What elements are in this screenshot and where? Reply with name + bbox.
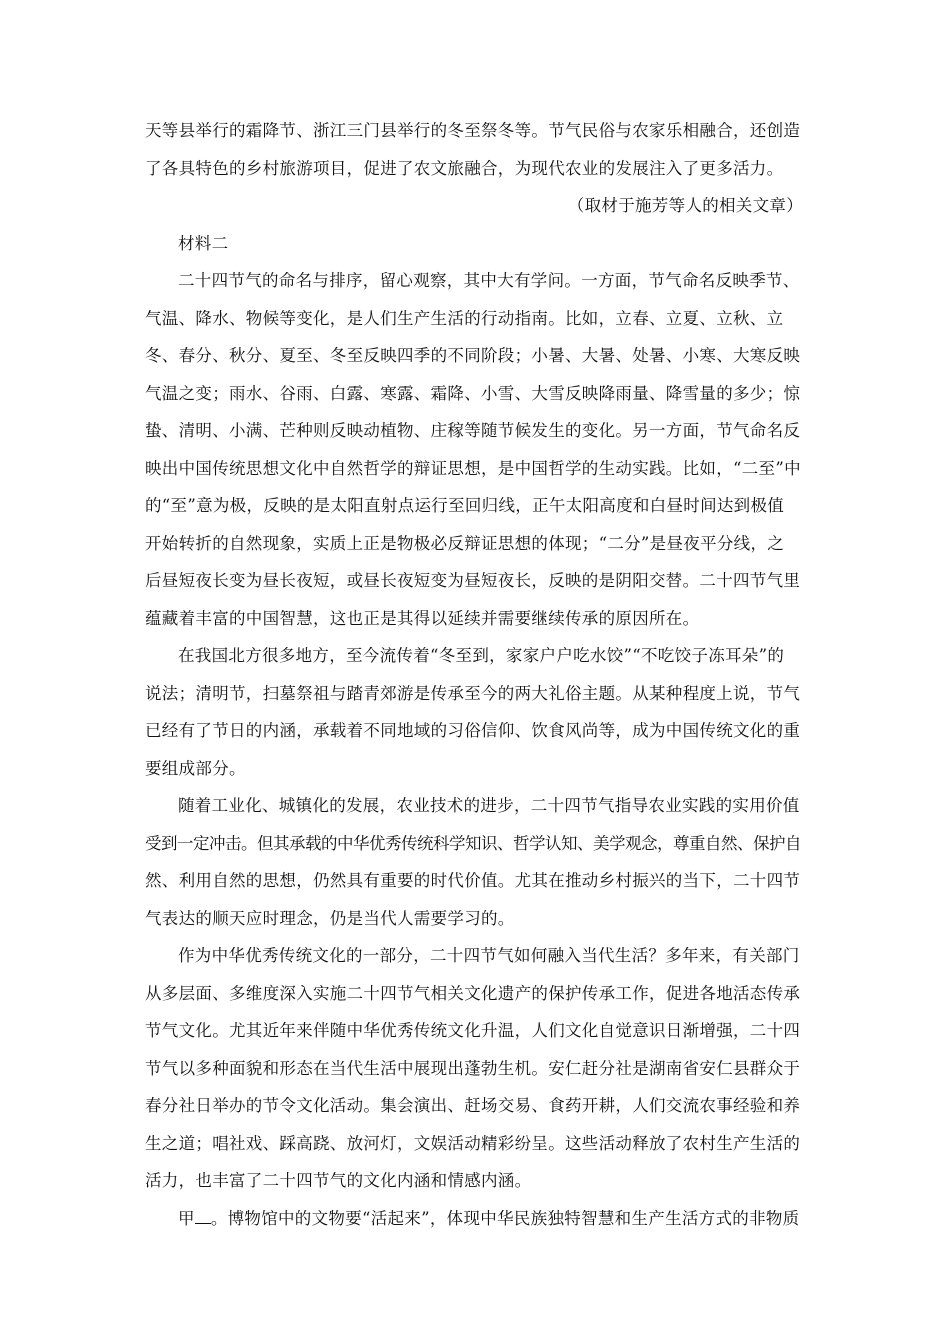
text-line: 要组成部分。 (145, 758, 246, 778)
text-line: 活力，也丰富了二十四节气的文化内涵和情感内涵。 (145, 1171, 532, 1190)
text-line: 节气以多种面貌和形态在当代生活中展现出蓬勃生机。安仁赶分社是湖南省安仁县群众于 (145, 1058, 801, 1078)
paragraph-1 (145, 112, 807, 187)
text-line: 气温之变；雨水、谷雨、白露、寒露、霜降、小雪、大雪反映降雨量、降雪量的多少；惊 (145, 383, 801, 403)
text-line: 生之道；唱社戏、踩高跷、放河灯，文娱活动精彩纷呈。这些活动释放了农村生产生活的 (145, 1133, 801, 1153)
text-line: 了各具特色的乡村旅游项目，促进了农文旅融合，为现代农业的发展注入了更多活力。 (145, 158, 784, 178)
text-line: 在我国北方很多地方，至今流传着“冬至到，家家户户吃水饺”“不吃饺子冻耳朵”的 (178, 646, 785, 665)
line-text: 。博物馆中的文物要“活起来”，体现中华民族独特智慧和生产生活方式的非物质 (210, 1208, 800, 1228)
section-heading: 材料二 (178, 233, 229, 253)
source-citation: （取材于施芳等人的相关文章） (567, 196, 803, 215)
text-line: 气表达的顺天应时理念，仍是当代人需要学习的。 (145, 908, 515, 928)
text-line: 从多层面、多维度深入实施二十四节气相关文化遗产的保护传承工作，促进各地活态传承 (145, 983, 801, 1003)
text-line: 然、利用自然的思想，仍然具有重要的时代价值。尤其在推动乡村振兴的当下，二十四节 (145, 871, 801, 890)
paragraph-4 (145, 787, 807, 937)
paragraph-2 (145, 262, 807, 637)
text-line: 节气文化。尤其近年来伴随中华优秀传统文化升温，人们文化自觉意识日渐增强，二十四 (145, 1021, 801, 1040)
text-line: 受到一定冲击。但其承载的中华优秀传统科学知识、哲学认知、美学观念，尊重自然、保护自 (145, 833, 801, 853)
text-line: 后昼短夜长变为昼长夜短，或昼长夜短变为昼短夜长，反映的是阴阳交替。二十四节气里 (145, 571, 801, 590)
text-line: 气温、降水、物候等变化，是人们生产生活的行动指南。比如，立春、立夏、立秋、立 (145, 308, 784, 328)
text-line: 蕴藏着丰富的中国智慧，这也正是其得以延续并需要继续传承的原因所在。 (145, 608, 700, 628)
fill-in-blank[interactable] (195, 1205, 211, 1224)
document-page (145, 112, 807, 1237)
text-line: 天等县举行的霜降节、浙江三门县举行的冬至祭冬等。节气民俗与农家乐相融合，还创造 (145, 121, 801, 140)
text-line: 映出中国传统思想文化中自然哲学的辩证思想，是中国哲学的生动实践。比如，“二至”中 (145, 458, 801, 478)
paragraph-6 (145, 1200, 807, 1238)
blank-label: 甲 (178, 1208, 195, 1228)
text-line: 已经有了节日的内涵，承载着不同地域的习俗信仰、饮食风尚等，成为中国传统文化的重 (145, 721, 801, 740)
paragraph-5 (145, 937, 807, 1200)
text-line: 开始转折的自然现象，实质上正是物极必反辩证思想的体现；“二分”是昼夜平分线，之 (145, 533, 785, 553)
text-line: 二十四节气的命名与排序，留心观察，其中大有学问。一方面，节气命名反映季节、 (178, 271, 800, 290)
text-line: 冬、春分、秋分、夏至、冬至反映四季的不同阶段；小暑、大暑、处暑、小寒、大寒反映 (145, 346, 801, 365)
paragraph-3 (145, 637, 807, 787)
text-line: 作为中华优秀传统文化的一部分，二十四节气如何融入当代生活？多年来，有关部门 (178, 946, 800, 965)
text-line: 随着工业化、城镇化的发展，农业技术的进步，二十四节气指导农业实践的实用价值 (178, 796, 800, 815)
text-line: 春分社日举办的节令文化活动。集会演出、赶场交易、食药开耕，人们交流农事经验和养 (145, 1096, 801, 1115)
text-line (145, 1200, 807, 1238)
text-line: 说法；清明节，扫墓祭祖与踏青郊游是传承至今的两大礼俗主题。从某种程度上说，节气 (145, 683, 801, 703)
text-line: 蛰、清明、小满、芒种则反映动植物、庄稼等随节候发生的变化。另一方面，节气命名反 (145, 421, 801, 440)
text-line: 的“至”意为极，反映的是太阳直射点运行至回归线，正午太阳高度和白昼时间达到极值 (145, 496, 785, 515)
